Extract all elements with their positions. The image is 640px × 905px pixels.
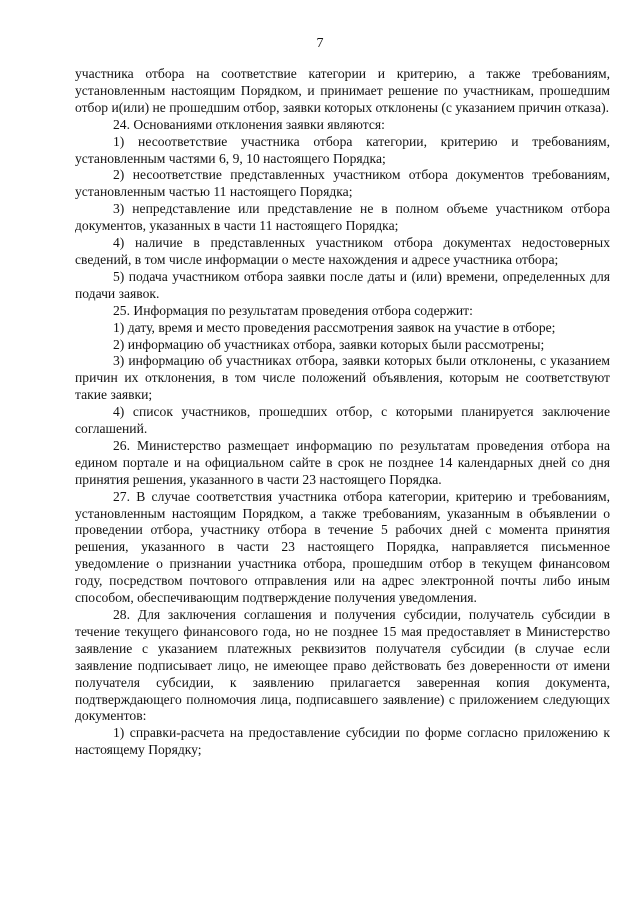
paragraph-item-24-2: 2) несоответствие представленных участником отбора документов требованиям, установленным частью 11 настоящего Порядка; [75,167,610,200]
paragraph-item-24-heading: 24. Основаниями отклонения заявки являются: [113,116,385,132]
paragraph-item-27: 27. В случае соответствия участника отбора категории, критерию и требованиям, установленным настоящим Порядком, а также требованиям, указанным в объявлении о проведении отбора, участнику отбора в течение 5 рабочих дней с момента принятия решения, указанного в части 23 настоящего Порядка, направляется письменное уведомление о признании участника отбора, прошедшим отбор в текущем финансовом году, посредством почтового отправления или на адрес электронной почты либо иным способом, обеспечивающим подтверждение получения уведомления. [75,488,610,606]
page-number: 7 [316,36,324,51]
paragraph-item-24-4: 4) наличие в представленных участником отбора документах недостоверных сведений, в том числе информации о месте нахождения и адресе участника отбора; [75,235,610,267]
paragraph-item-25-1: 1) дату, время и место проведения рассмотрения заявок на участие в отборе; [113,319,556,335]
paragraph-item-25-3: 3) информацию об участниках отбора, заявки которых были отклонены, с указанием причин их отклонения, в том числе положений объявления, которым не соответствуют такие заявки; [75,353,610,403]
paragraph-item-28: 28. Для заключения соглашения и получения субсидии, получатель субсидии в течение текущего финансового года, но не позднее 15 мая предоставляет в Министерство заявление с указанием платежных реквизитов получателя субсидии (в случае если заявление подписывает лицо, не имеющее право действовать без доверенности от имени получателя субсидии, к заявлению прилагается заверенная копия документа, подтверждающего полномочия лица, подписавшего заявление) с приложением следующих документов: [75,607,610,724]
paragraph-item-24-5: 5) подача участником отбора заявки после даты и (или) времени, определенных для подачи заявок. [75,268,610,301]
document-body [75,66,610,759]
paragraph-continuation: участника отбора на соответствие категории и критерию, а также требованиям, установленным настоящим Порядком, и принимает решение по участникам, прошедшим отбор и(или) не прошедшим отбор, заявки которых отклонены (с указанием причин отказа). [75,66,610,115]
paragraph-item-28-1: 1) справки-расчета на предоставление субсидии по форме согласно приложению к настоящему Порядку; [75,725,610,758]
paragraph-item-25-2: 2) информацию об участниках отбора, заявки которых были рассмотрены; [113,336,545,352]
paragraph-item-25-4: 4) список участников, прошедших отбор, с которыми планируется заключение соглашений. [75,404,610,437]
paragraph-item-24-3: 3) непредставление или представление не в полном объеме участником отбора документов, указанных в части 11 настоящего Порядка; [75,201,610,234]
paragraph-item-25-heading: 25. Информация по результатам проведения отбора содержит: [113,302,473,318]
paragraph-item-26: 26. Министерство размещает информацию по результатам проведения отбора на едином портале и на официальном сайте в срок не позднее 14 календарных дней со дня принятия решения, указанного в части 23 настоящего Порядка. [75,437,610,487]
paragraph-item-24-1: 1) несоответствие участника отбора категории, критерию и требованиям, установленным частями 6, 9, 10 настоящего Порядка; [75,133,610,166]
